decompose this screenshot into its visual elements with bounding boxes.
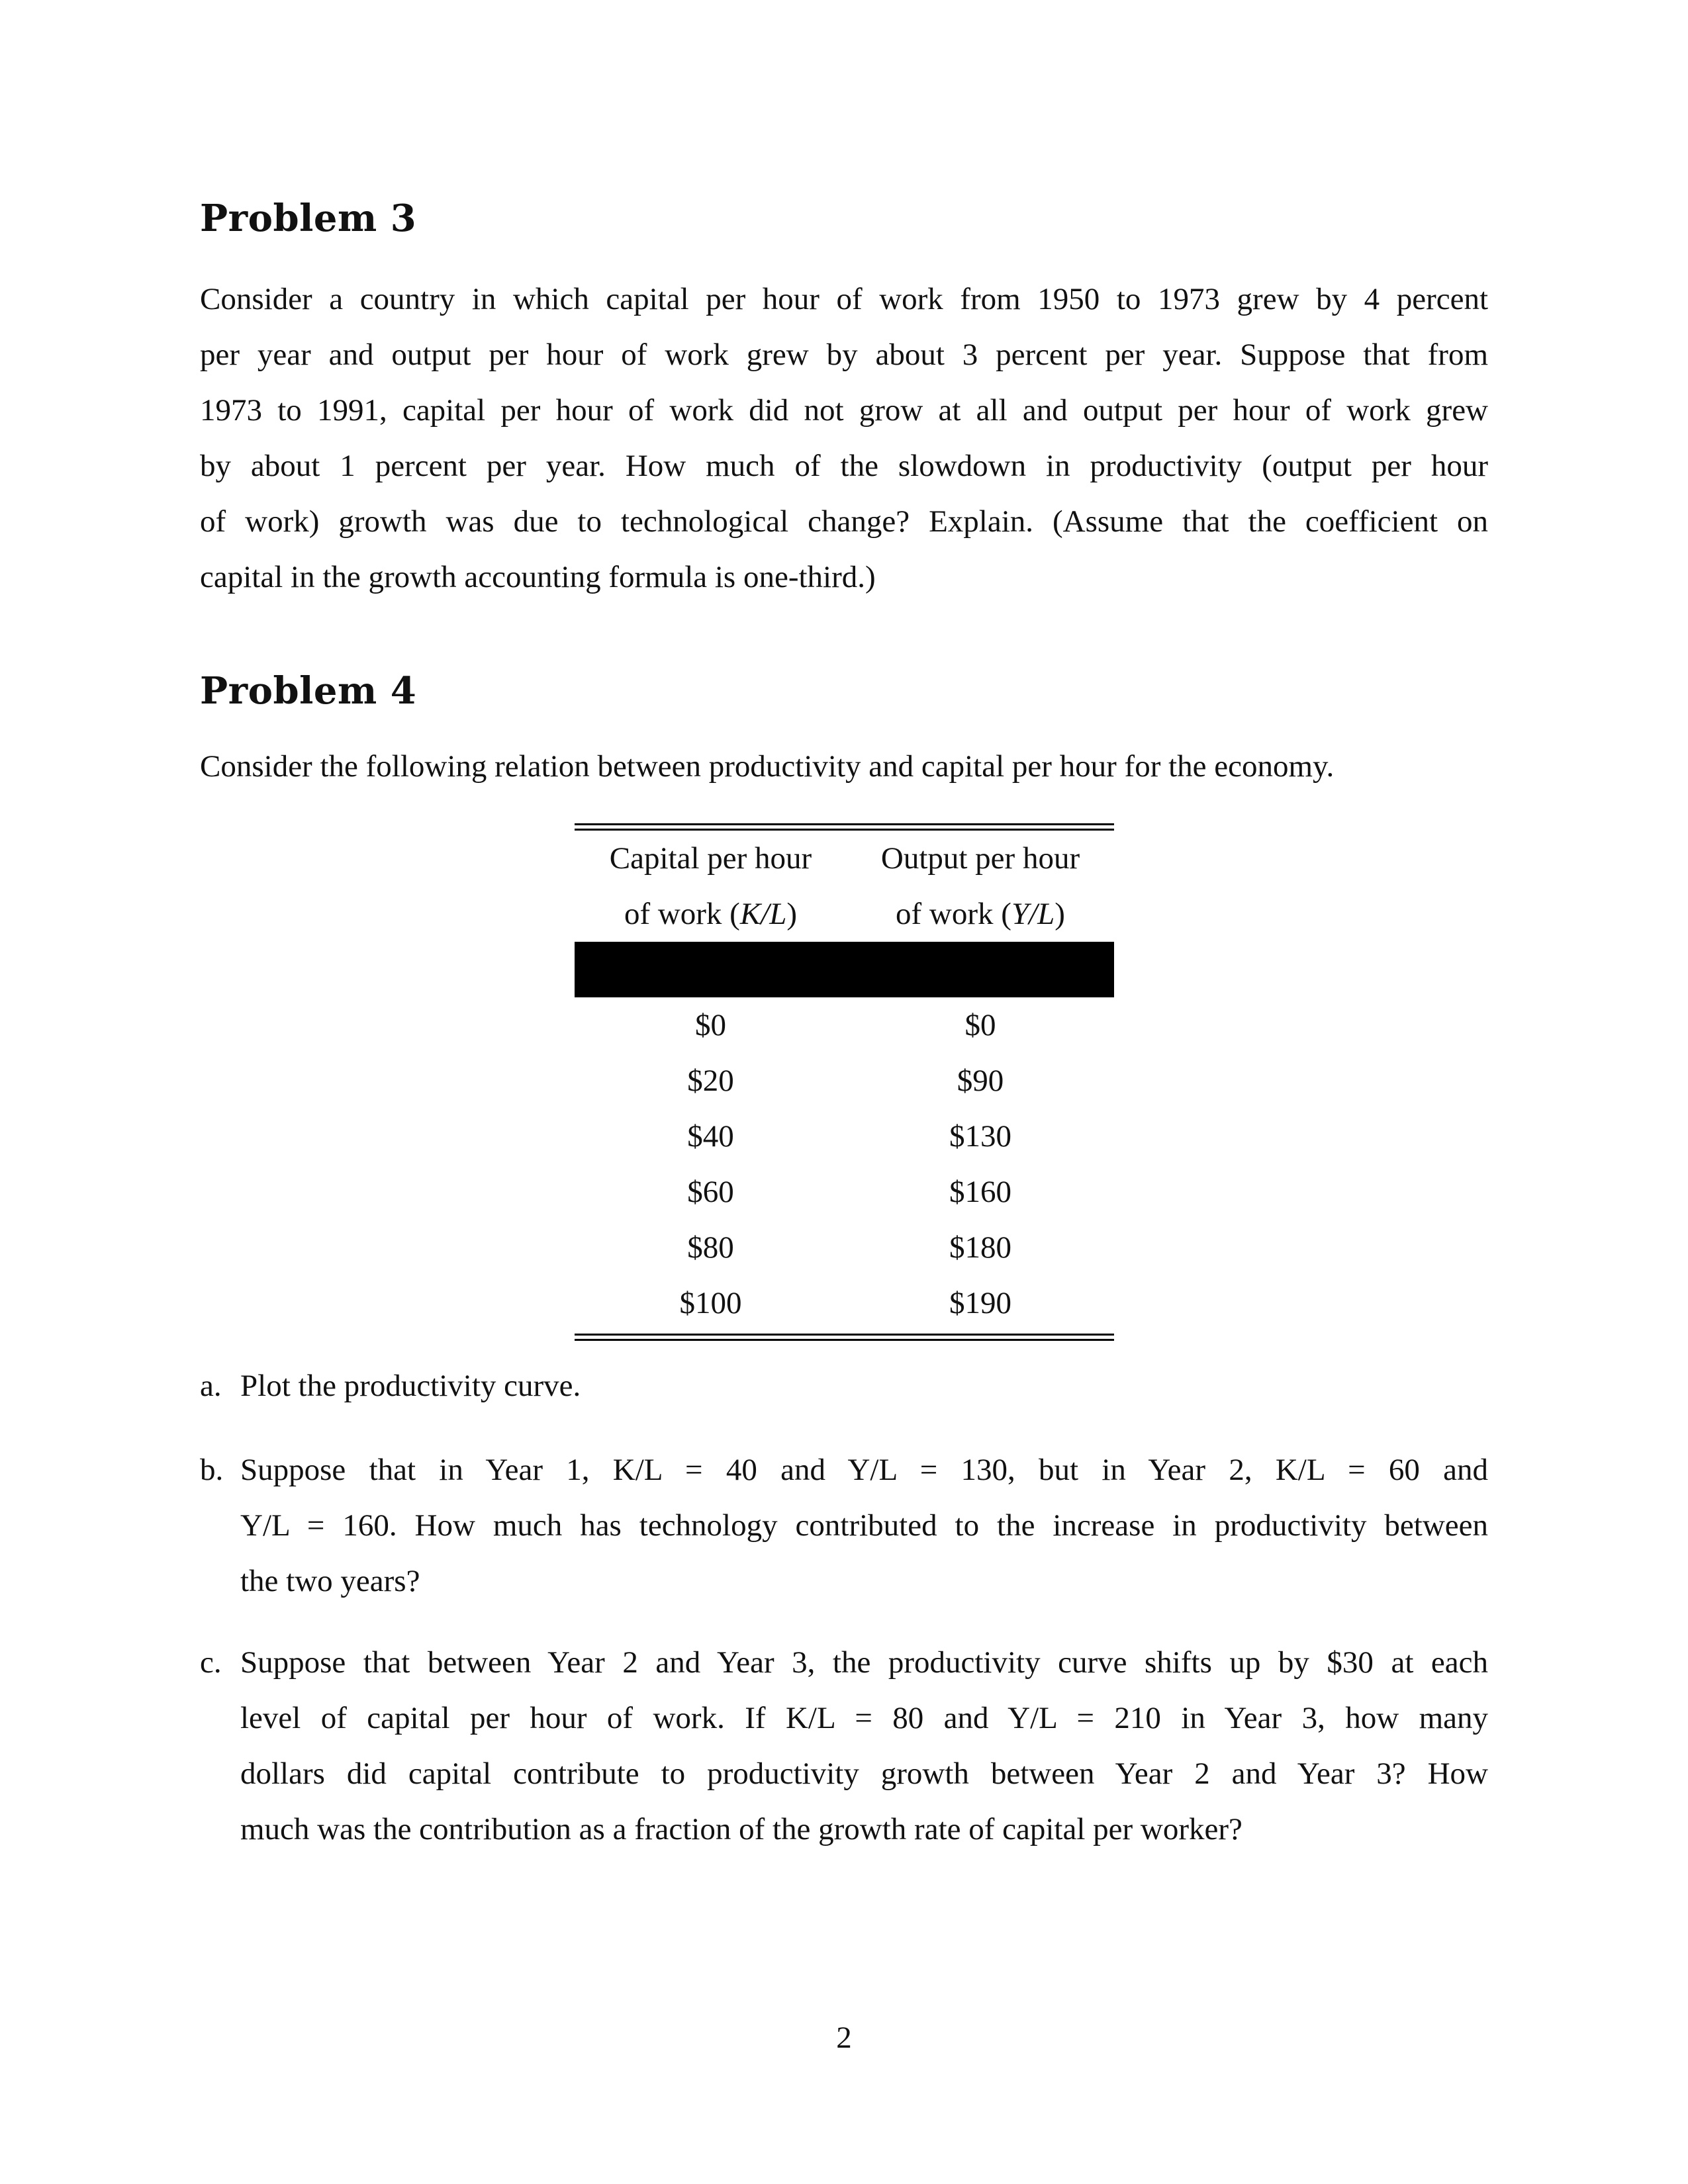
header-text: ) [1055, 897, 1065, 931]
table-row [575, 1164, 1114, 1220]
problem-4-heading: Problem 4 [200, 669, 417, 713]
column-header-capital: Capital per hour [609, 841, 812, 876]
cell-output: $160 [949, 1175, 1011, 1209]
item-label: c. [200, 1645, 222, 1680]
table-bottom-rule [575, 1334, 1114, 1336]
cell-output: $190 [949, 1286, 1011, 1320]
problem-3-heading: Problem 3 [200, 197, 417, 240]
header-text: of work ( [624, 897, 740, 931]
problem-4-intro: Consider the following relation between productivity and capital per hour for the economy. [200, 749, 1335, 784]
text-line: Consider a country in which capital per hour of work from 1950 to 1973 grew by 4 percent [200, 282, 1488, 316]
header-text: of work ( [896, 897, 1011, 931]
item-body [240, 1358, 1488, 1414]
cell-output: $90 [957, 1064, 1004, 1098]
column-header-output: Output per hour [880, 841, 1080, 876]
table-row [575, 1220, 1114, 1275]
table-bottom-rule-2 [575, 1339, 1114, 1341]
item-body [240, 1442, 1488, 1609]
header-math: K/L [739, 897, 787, 931]
column-header-output-sub [847, 886, 1114, 942]
text-line: level of capital per hour of work. If K/L = 80 and Y/L = 210 in Year 3, how many [240, 1701, 1488, 1735]
text-line: of work) growth was due to technological change? Explain. (Assume that the coefficient on [200, 504, 1488, 539]
cell-capital: $80 [687, 1230, 734, 1265]
item-label: a. [200, 1369, 222, 1403]
cell-capital: $0 [694, 1008, 726, 1042]
cell-capital: $40 [687, 1119, 734, 1154]
page-number: 2 [836, 2021, 852, 2055]
text-line: Suppose that in Year 1, K/L = 40 and Y/L = 130, but in Year 2, K/L = 60 and [240, 1453, 1488, 1487]
table-row [575, 1109, 1114, 1164]
text-line: per year and output per hour of work grew by about 3 percent per year. Suppose that from [200, 338, 1488, 372]
problem-3-text [200, 271, 1488, 605]
text-line: Plot the productivity curve. [240, 1369, 581, 1403]
text-line: by about 1 percent per year. How much of the slowdown in productivity (output per hour [200, 449, 1488, 483]
table-mid-rule [575, 942, 1114, 997]
text-line: Suppose that between Year 2 and Year 3, the productivity curve shifts up by $30 at each [240, 1645, 1488, 1680]
table-row [575, 997, 1114, 1053]
item-body [240, 1635, 1488, 1857]
table-row [575, 1275, 1114, 1331]
cell-output: $0 [964, 1008, 996, 1042]
cell-capital: $20 [687, 1064, 734, 1098]
text-line: Y/L = 160. How much has technology contributed to the increase in productivity between [240, 1508, 1488, 1543]
productivity-table [575, 823, 1114, 1341]
table-row [575, 1053, 1114, 1109]
text-line: capital in the growth accounting formula is one-third.) [200, 560, 876, 594]
header-math: Y/L [1011, 897, 1055, 931]
data-table [575, 831, 1114, 1331]
column-header-capital-sub [575, 886, 847, 942]
cell-output: $130 [949, 1119, 1011, 1154]
text-line: 1973 to 1991, capital per hour of work did not grow at all and output per hour of work grew [200, 393, 1488, 428]
text-line: dollars did capital contribute to productivity growth between Year 2 and Year 3? How [240, 1756, 1488, 1791]
text-line: much was the contribution as a fraction of the growth rate of capital per worker? [240, 1812, 1243, 1846]
item-label: b. [200, 1453, 224, 1487]
table-top-rule [575, 823, 1114, 825]
header-text: ) [786, 897, 798, 931]
cell-capital: $60 [687, 1175, 734, 1209]
cell-capital: $100 [679, 1286, 742, 1320]
cell-output: $180 [949, 1230, 1011, 1265]
text-line: the two years? [240, 1564, 420, 1598]
